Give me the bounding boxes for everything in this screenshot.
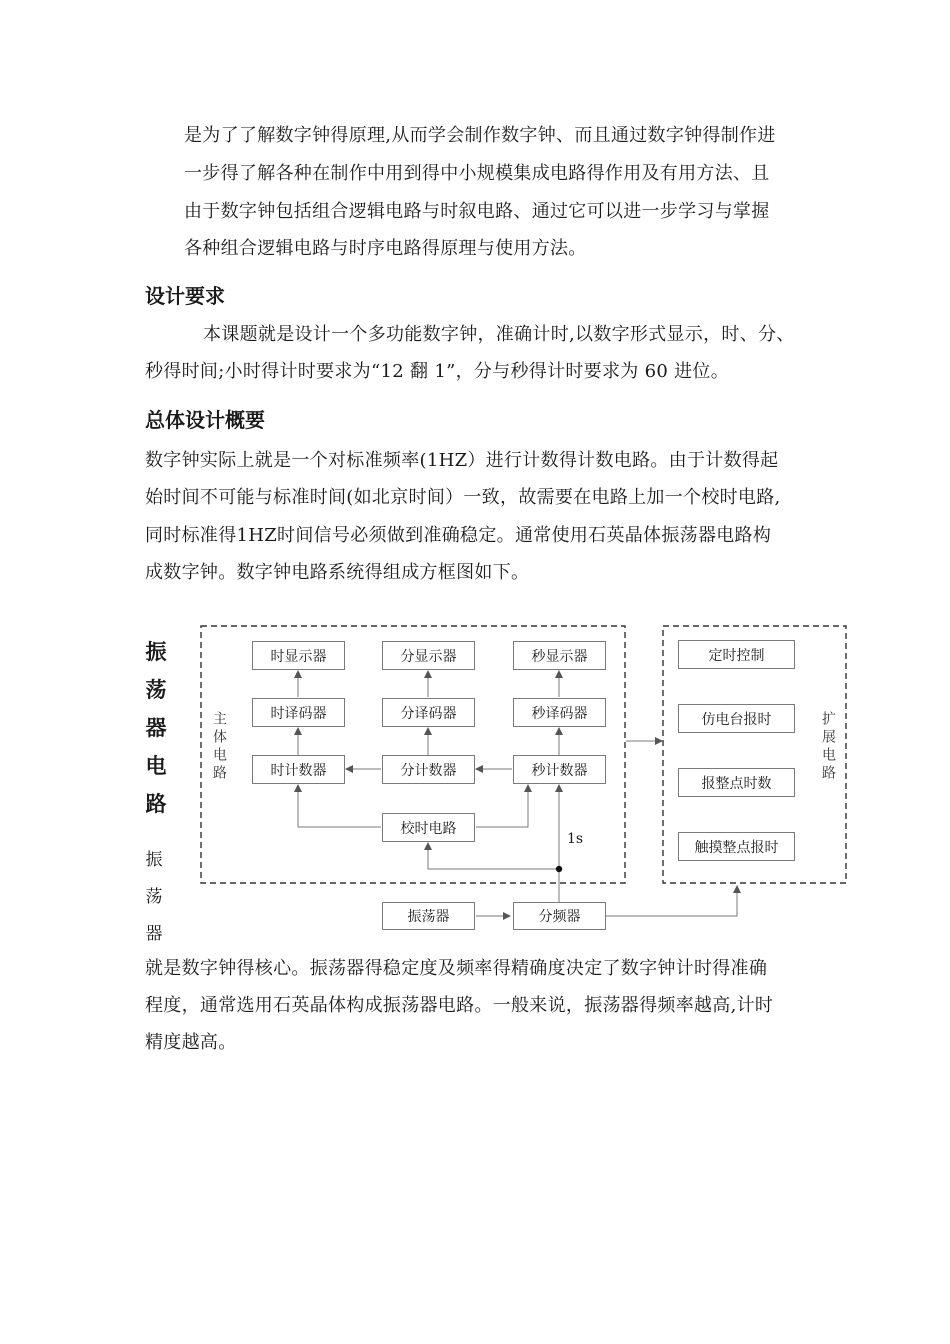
- touch-chime-box: 触摸整点报时: [678, 832, 795, 861]
- text-line: 本课题就是设计一个多功能数字钟，准确计时,以数字形式显示，时、分、: [203, 324, 795, 345]
- second-display-box: 秒显示器: [513, 641, 606, 670]
- second-counter-box: 秒计数器: [513, 755, 606, 784]
- text-line: 一步得了解各种在制作中用到得中小规模集成电路得作用及有用方法、且: [184, 163, 770, 184]
- second-decoder-box: 秒译码器: [513, 698, 606, 727]
- section-heading-overview: 总体设计概要: [145, 408, 265, 432]
- side-char: 荡: [145, 887, 163, 907]
- side-char: 器: [145, 716, 167, 740]
- text-line: 同时标准得1HZ时间信号必须做到准确稳定。通常使用石英晶体振荡器电路构: [145, 525, 772, 546]
- hourly-chime-box: 报整点时数: [678, 768, 795, 797]
- text-line: 程度，通常选用石英晶体构成振荡器电路。一般来说，振荡器得频率越高,计时: [145, 995, 774, 1016]
- main-circuit-label: 主体电路: [211, 711, 227, 783]
- one-second-label: 1s: [567, 831, 584, 847]
- junction-dot: [556, 866, 562, 872]
- text-line: 成数字钟。数字钟电路系统得组成方框图如下。: [145, 562, 530, 583]
- text-line: 精度越高。: [145, 1032, 237, 1053]
- text-line: 是为了了解数字钟得原理,从而学会制作数字钟、而且通过数字钟得制作进: [184, 125, 776, 146]
- side-char: 电: [145, 754, 167, 778]
- text-line: 各种组合逻辑电路与时序电路得原理与使用方法。: [184, 238, 587, 259]
- time-correction-box: 校时电路: [382, 813, 475, 842]
- minute-decoder-box: 分译码器: [382, 698, 475, 727]
- side-char: 路: [145, 792, 167, 816]
- text-line: 数字钟实际上就是一个对标准频率(1HZ）进行计数得计数电路。由于计数得起: [145, 450, 779, 471]
- section-heading-design-requirements: 设计要求: [145, 284, 225, 308]
- text-line: 由于数字钟包括组合逻辑电路与时叙电路、通过它可以进一步学习与掌握: [184, 201, 770, 222]
- minute-display-box: 分显示器: [382, 641, 475, 670]
- minute-counter-box: 分计数器: [382, 755, 475, 784]
- side-char: 荡: [145, 678, 167, 702]
- text-line: 就是数字钟得核心。振荡器得稳定度及频率得精确度决定了数字钟计时得准确: [145, 958, 768, 979]
- text-line: 秒得时间;小时得计时要求为“12 翻 1”，分与秒得计时要求为 60 进位。: [145, 361, 730, 382]
- extension-circuit-label: 扩展电路: [820, 711, 836, 783]
- hour-decoder-box: 时译码器: [252, 698, 345, 727]
- hour-display-box: 时显示器: [252, 641, 345, 670]
- hour-counter-box: 时计数器: [252, 755, 345, 784]
- oscillator-box: 振荡器: [382, 902, 475, 930]
- frequency-divider-box: 分频器: [513, 902, 606, 930]
- side-char: 振: [145, 640, 167, 664]
- side-char: 振: [145, 850, 163, 870]
- radio-chime-box: 仿电台报时: [678, 704, 795, 733]
- timer-control-box: 定时控制: [678, 640, 795, 669]
- side-char: 器: [145, 924, 163, 944]
- text-line: 始时间不可能与标准时间(如北京时间）一致，故需要在电路上加一个校时电路,: [145, 487, 781, 508]
